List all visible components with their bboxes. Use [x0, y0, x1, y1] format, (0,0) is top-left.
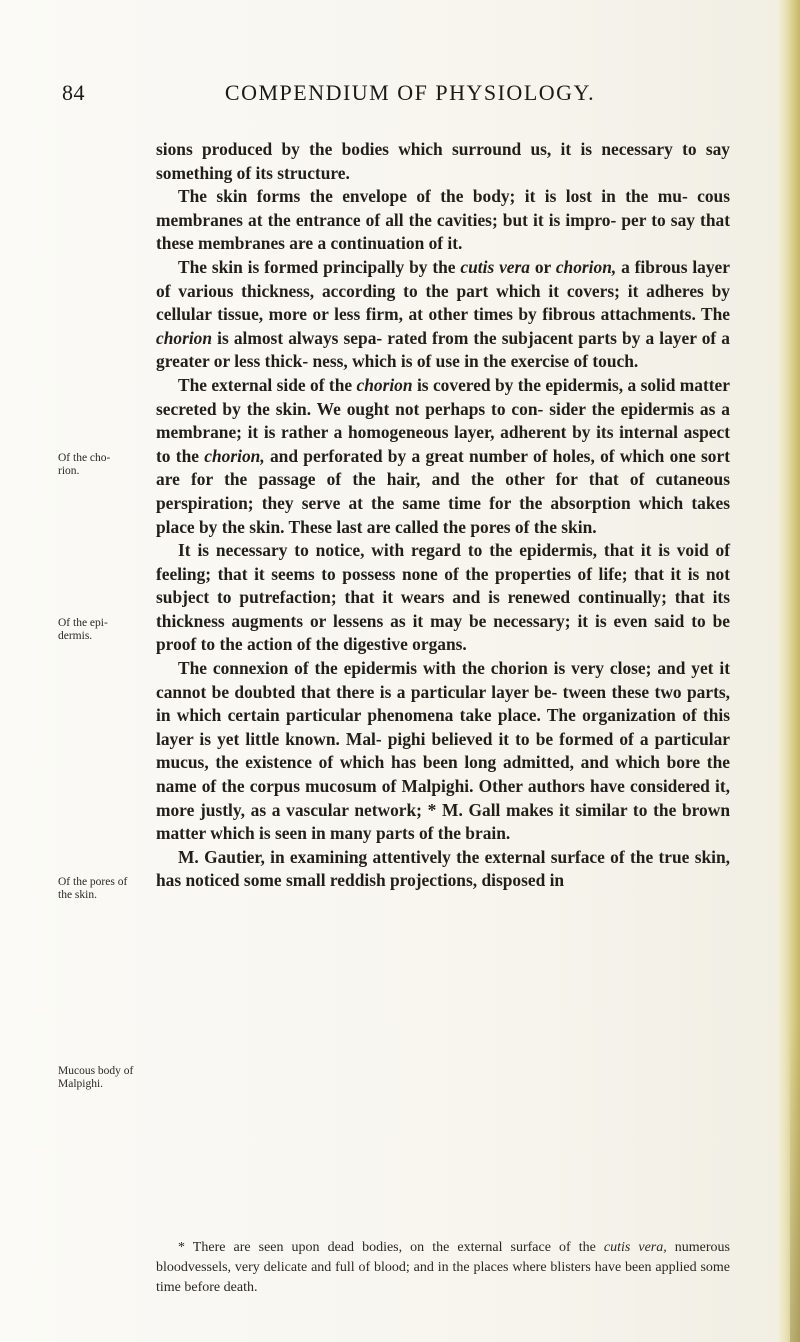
- paragraph-gautier: M. Gautier, in examining attentively the external surface of the true skin, has noticed some small reddish projections, disposed in: [156, 846, 730, 891]
- paragraph-chorion: [156, 256, 730, 374]
- page-edge-darkening: [790, 1020, 800, 1342]
- paragraph-mucous-body: The connexion of the epidermis with the chorion is very close; and yet it cannot be doubted that there is a particular layer be- tween these two parts, in which certain particular phenomena take place. The organization of this layer is yet little known. Mal- pighi believed it to be formed of a particular mucus, the existence of which has been long admitted, and which bore the name of the corpus mucosum of Malpighi. Other authors have considered it, more justly, as a vascular network; * M. Gall makes it similar to the brown matter which is seen in many parts of the brain.: [156, 658, 730, 844]
- italic-term: cutis vera: [460, 256, 530, 277]
- text-run: or: [529, 256, 556, 277]
- footnote: [156, 1238, 730, 1298]
- text-run: is covered by the epidermis, a solid matter secreted by the skin. We ought not perhaps to con- sider the epidermis as a membrane; it is rather a homogeneous layer, adherent by its internal aspect to the: [156, 374, 730, 466]
- italic-term: chorion,: [555, 256, 617, 277]
- text-run: is almost always sepa- rated from the subjacent parts by a layer of a greater or less thick- ness, which is of use in the exercise of touch.: [156, 327, 730, 372]
- main-text: [156, 138, 730, 893]
- page-number: 84: [62, 80, 85, 105]
- footnote-text: [156, 1238, 730, 1298]
- margin-note-mucous-body: Mucous body of Malpighi.: [58, 1065, 134, 1090]
- margin-note-epidermis: Of the epi- dermis.: [58, 617, 108, 642]
- text-run: * There are seen upon dead bodies, on the external surface of the: [178, 1240, 604, 1255]
- page-header: [60, 80, 740, 116]
- italic-term: chorion,: [204, 445, 265, 466]
- paragraph-skin-envelope: The skin forms the envelope of the body; it is lost in the mu- cous membranes at the entrance of all the cavities; but it is impro- per to say that these membranes are a continuation of it.: [156, 186, 730, 254]
- text-run: The external side of the: [178, 374, 357, 395]
- paragraph-epidermis: [156, 374, 730, 539]
- italic-term: chorion: [356, 374, 413, 395]
- paragraph-pores: It is necessary to notice, with regard to the epidermis, that it is void of feeling; that it seems to possess none of the properties of life; that it is not subject to putrefaction; that it wears and is renewed continually; that its thickness augments or lessens as it may be necessary; it is even said to be proof to the action of the digestive organs.: [156, 540, 730, 655]
- margin-note-pores: Of the pores of the skin.: [58, 876, 128, 901]
- running-head: COMPENDIUM OF PHYSIOLOGY.: [224, 80, 596, 105]
- text-run: numerous bloodvessels, very delicate and full of blood; and in the places where blisters have been applied some time before death.: [156, 1240, 730, 1295]
- paragraph-continuation: sions produced by the bodies which surround us, it is necessary to say something of its structure.: [156, 139, 730, 183]
- text-run: The skin is formed principally by the: [178, 256, 461, 277]
- margin-note-chorion: Of the cho- rion.: [58, 452, 111, 477]
- text-run: a fibrous layer of various thickness, according to the part which it covers; it adheres by cellular tissue, more or less firm, at other times by fibrous attachments. The: [156, 256, 730, 325]
- text-run: and perforated by a great number of holes, of which one sort are for the passage of the hair, and the other for that of cutaneous perspiration; they serve at the same time for the absorption which takes place by the skin. These last are called the pores of the skin.: [156, 445, 730, 537]
- italic-term: cutis vera,: [603, 1240, 667, 1255]
- italic-term: chorion: [156, 327, 213, 348]
